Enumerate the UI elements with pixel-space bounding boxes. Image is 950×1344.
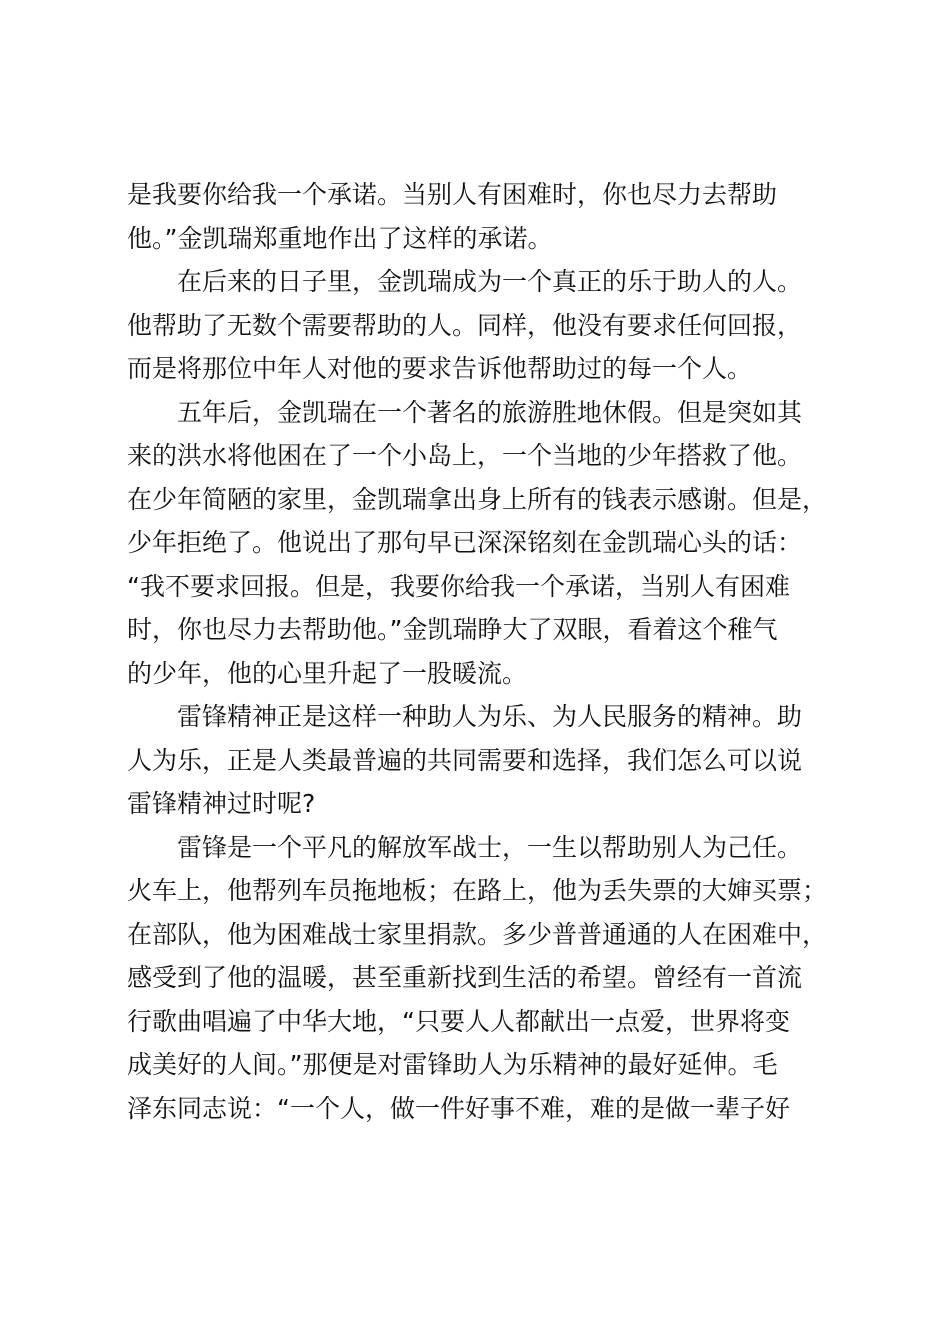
paragraph-start-line: 雷锋是一个平凡的解放军战士，一生以帮助别人为己任。 [177, 832, 803, 862]
paragraph-start-line: 雷锋精神正是这样一种助人为乐、为人民服务的精神。助 [177, 702, 803, 731]
text-line: 而是将那位中年人对他的要求告诉他帮助过的每一个人。 [127, 354, 753, 383]
text-line: 的少年，他的心里升起了一股暖流。 [127, 658, 528, 688]
body-text [127, 173, 837, 1130]
text-line: 在部队，他为困难战士家里捐款。多少普普通通的人在困难中， [127, 919, 828, 949]
text-line: 时，你也尽力去帮助他。”金凯瑞睁大了双眼，看着这个稚气 [127, 615, 778, 644]
text-line: 行歌曲唱遍了中华大地，“只要人人都献出一点爱，世界将变 [127, 1006, 790, 1036]
text-line: 感受到了他的温暖，甚至重新找到生活的希望。曾经有一首流 [127, 963, 803, 992]
text-line: 是我要你给我一个承诺。当别人有困难时，你也尽力去帮助 [127, 180, 778, 209]
paragraph-start-line: 五年后，金凯瑞在一个著名的旅游胜地休假。但是突如其 [177, 397, 803, 427]
text-line: “我不要求回报。但是，我要你给我一个承诺，当别人有困难 [127, 571, 790, 601]
text-line: 少年拒绝了。他说出了那句早已深深铭刻在金凯瑞心头的话： [127, 528, 803, 557]
text-line: 火车上，他帮列车员拖地板；在路上，他为丢失票的大婶买票； [127, 876, 828, 905]
text-line: 人为乐，正是人类最普遍的共同需要和选择，我们怎么可以说 [127, 745, 803, 775]
paragraph-start-line: 在后来的日子里，金凯瑞成为一个真正的乐于助人的人。 [177, 267, 803, 296]
text-line: 来的洪水将他困在了一个小岛上，一个当地的少年搭救了他。 [127, 441, 803, 470]
text-line: 成美好的人间。”那便是对雷锋助人为乐精神的最好延伸。毛 [127, 1050, 778, 1079]
text-line: 他。”金凯瑞郑重地作出了这样的承诺。 [127, 223, 553, 253]
text-line: 他帮助了无数个需要帮助的人。同样，他没有要求任何回报， [127, 310, 803, 340]
text-line: 在少年简陋的家里，金凯瑞拿出身上所有的钱表示感谢。但是， [127, 484, 828, 514]
text-line: 雷锋精神过时呢? [127, 789, 316, 818]
text-line: 泽东同志说：“一个人，做一件好事不难，难的是做一辈子好 [127, 1093, 790, 1123]
